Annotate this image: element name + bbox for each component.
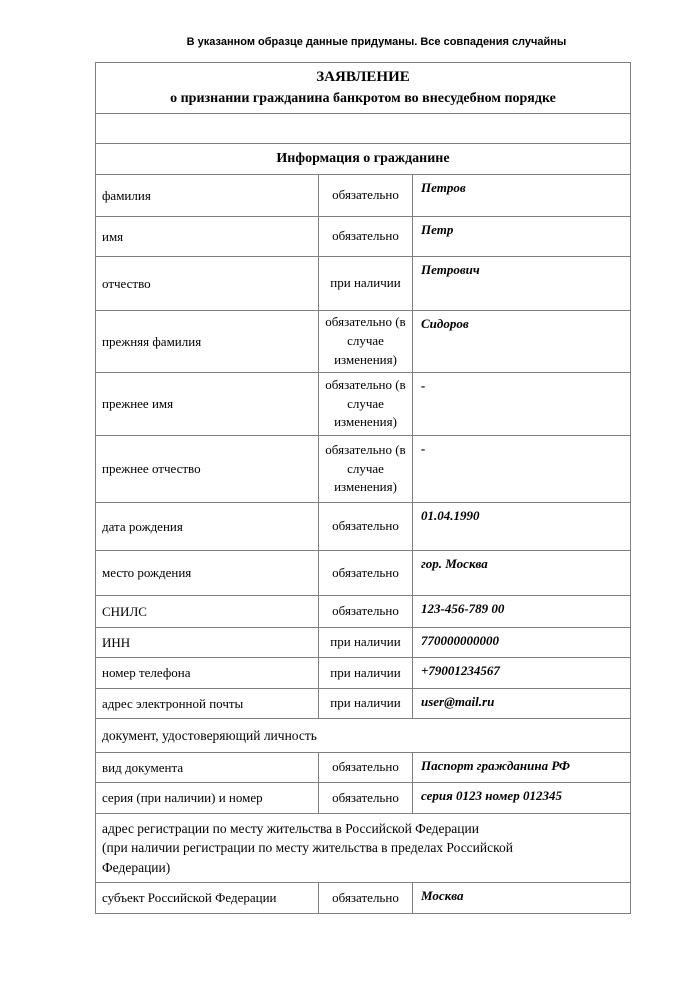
requirement-cell: обязательно [319,175,413,217]
row-document-type [96,753,631,783]
form-title: ЗАЯВЛЕНИЕ [316,69,410,86]
label-cell: вид документа [96,753,319,783]
address-note-line1: адрес регистрации по месту жительства в Российской Федерации [102,820,479,836]
identity-document-section-row [96,719,631,753]
empty-row [96,114,631,144]
row-previous-firstname [96,373,631,436]
title-row [96,63,631,114]
label-cell: адрес электронной почты [96,689,319,719]
value-cell: 01.04.1990 [413,503,631,551]
form-subtitle: о признании гражданина банкротом во внесудебном порядке [170,91,556,107]
form-title-cell [96,63,631,114]
label-cell: субъект Российской Федерации [96,883,319,914]
label-cell: фамилия [96,175,319,217]
label-cell: имя [96,217,319,257]
requirement-cell: обязательно (в случае изменения) [319,311,413,373]
value-cell: Москва [413,883,631,914]
registration-address-section-header [96,814,631,883]
requirement-cell: обязательно [319,783,413,814]
value-cell: Паспорт гражданина РФ [413,753,631,783]
requirement-cell: при наличии [319,658,413,689]
label-cell: прежнее отчество [96,436,319,503]
section-header-row [96,144,631,175]
disclaimer-text: В указанном образце данные придуманы. Все совпадения случайны [186,36,567,48]
requirement-cell: при наличии [319,689,413,719]
label-cell: место рождения [96,551,319,596]
value-cell: гор. Москва [413,551,631,596]
value-cell: Петров [413,175,631,217]
row-middlename [96,257,631,311]
row-previous-middlename [96,436,631,503]
address-note-line2: (при наличии регистрации по месту жительства в пределах Российской [102,840,513,856]
row-document-series-number [96,783,631,814]
requirement-cell: обязательно (в случае изменения) [319,436,413,503]
value-cell: user@mail.ru [413,689,631,719]
row-snils [96,596,631,628]
requirement-cell: при наличии [319,628,413,658]
address-note-line3: Федерации) [102,859,171,875]
row-previous-lastname [96,311,631,373]
registration-address-section-row [96,814,631,883]
label-cell: ИНН [96,628,319,658]
value-cell: +79001234567 [413,658,631,689]
row-firstname [96,217,631,257]
row-birth-date [96,503,631,551]
requirement-cell: обязательно [319,503,413,551]
row-birth-place [96,551,631,596]
label-cell: серия (при наличии) и номер [96,783,319,814]
identity-document-section-header: документ, удостоверяющий личность [96,719,631,753]
requirement-cell: обязательно [319,217,413,257]
value-cell: Петр [413,217,631,257]
row-email [96,689,631,719]
value-cell: - [413,436,631,503]
requirement-cell: обязательно [319,753,413,783]
value-cell: 770000000000 [413,628,631,658]
requirement-cell: обязательно [319,551,413,596]
empty-cell [96,114,631,144]
row-lastname [96,175,631,217]
application-form-table [95,62,631,914]
value-cell: - [413,373,631,436]
value-cell: Петрович [413,257,631,311]
requirement-cell: обязательно [319,596,413,628]
label-cell: СНИЛС [96,596,319,628]
label-cell: дата рождения [96,503,319,551]
value-cell: серия 0123 номер 012345 [413,783,631,814]
section-header-citizen-info: Информация о гражданине [96,144,631,175]
row-inn [96,628,631,658]
label-cell: отчество [96,257,319,311]
label-cell: прежнее имя [96,373,319,436]
row-region [96,883,631,914]
value-cell: 123-456-789 00 [413,596,631,628]
label-cell: номер телефона [96,658,319,689]
label-cell: прежняя фамилия [96,311,319,373]
row-phone [96,658,631,689]
requirement-cell: обязательно [319,883,413,914]
requirement-cell: при наличии [319,257,413,311]
requirement-cell: обязательно (в случае изменения) [319,373,413,436]
value-cell: Сидоров [413,311,631,373]
